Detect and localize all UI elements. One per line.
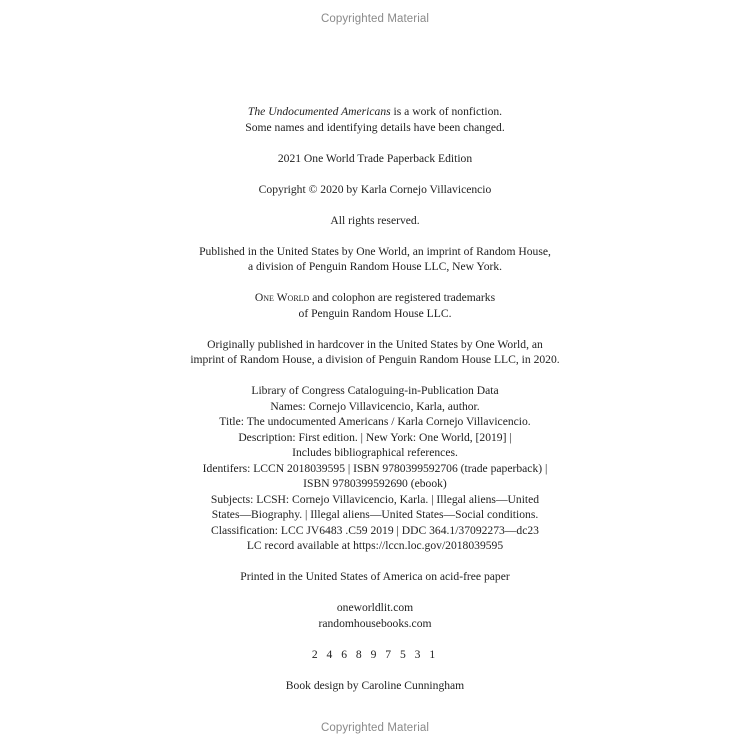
copyright-watermark-bottom: Copyrighted Material	[320, 722, 430, 734]
cip-line: Title: The undocumented Americans / Karla Cornejo Villavicencio.	[219, 415, 531, 428]
rights-line	[0, 213, 750, 229]
copyright-line	[0, 182, 750, 198]
cip-line: Includes bibliographical references.	[292, 446, 458, 459]
publisher-statement	[0, 244, 750, 275]
trademark-line-2: of Penguin Random House LLC.	[298, 306, 452, 320]
edition-line	[0, 151, 750, 167]
trademark-line-1-rest: and colophon are registered trademarks	[309, 291, 496, 304]
edition-text: 2021 One World Trade Paperback Edition	[277, 151, 473, 165]
design-credit	[0, 678, 750, 694]
notice-line-1-rest: is a work of nonfiction.	[390, 105, 503, 118]
rights-text: All rights reserved.	[330, 213, 420, 227]
trademark-statement	[0, 290, 750, 321]
copyright-text: Copyright © 2020 by Karla Cornejo Villavicencio	[258, 182, 492, 196]
original-line-2: imprint of Random House, a division of Penguin Random House LLC, in 2020.	[190, 353, 560, 366]
notice-line-2: Some names and identifying details have been changed.	[245, 120, 505, 134]
websites	[0, 600, 750, 631]
printed-text: Printed in the United States of America on acid-free paper	[240, 570, 510, 583]
cip-data	[0, 383, 750, 554]
copyright-watermark-top: Copyrighted Material	[320, 13, 430, 25]
design-text: Book design by Caroline Cunningham	[285, 678, 465, 692]
cip-line: States—Biography. | Illegal aliens—United States—Social conditions.	[211, 508, 539, 521]
cip-line: Library of Congress Cataloguing-in-Publication Data	[251, 384, 499, 397]
trademark-line-1	[0, 290, 750, 306]
cip-line: Description: First edition. | New York: One World, [2019] |	[238, 430, 512, 444]
website-randomhouse: randomhousebooks.com	[318, 616, 432, 630]
notice-line-1	[0, 104, 750, 120]
publisher-line-2: a division of Penguin Random House LLC, New York.	[247, 260, 503, 273]
printer-key	[0, 647, 750, 663]
cip-line: Names: Cornejo Villavicencio, Karla, author.	[270, 399, 480, 413]
publisher-line-1: Published in the United States by One World, an imprint of Random House,	[199, 244, 551, 258]
cip-line: Classification: LCC JV6483 .C59 2019 | DDC 364.1/37092273—dc23	[211, 523, 539, 537]
copyright-page	[0, 104, 750, 693]
original-publication	[0, 337, 750, 368]
nonfiction-notice	[0, 104, 750, 135]
cip-line: LC record available at https://lccn.loc.gov/2018039595	[246, 539, 504, 552]
cip-line: Identifers: LCCN 2018039595 | ISBN 9780399592706 (trade paperback) |	[202, 461, 548, 475]
cip-line: Subjects: LCSH: Cornejo Villavicencio, Karla. | Illegal aliens—United	[210, 492, 540, 506]
original-line-1: Originally published in hardcover in the United States by One World, an	[207, 337, 543, 351]
book-title: The Undocumented Americans	[247, 105, 391, 118]
printed-statement	[0, 569, 750, 585]
website-oneworld: oneworldlit.com	[336, 601, 414, 614]
print-line-numbers: 2 4 6 8 9 7 5 3 1	[311, 647, 439, 661]
cip-line: ISBN 9780399592690 (ebook)	[303, 477, 447, 490]
trademark-brand: One World	[254, 291, 310, 304]
